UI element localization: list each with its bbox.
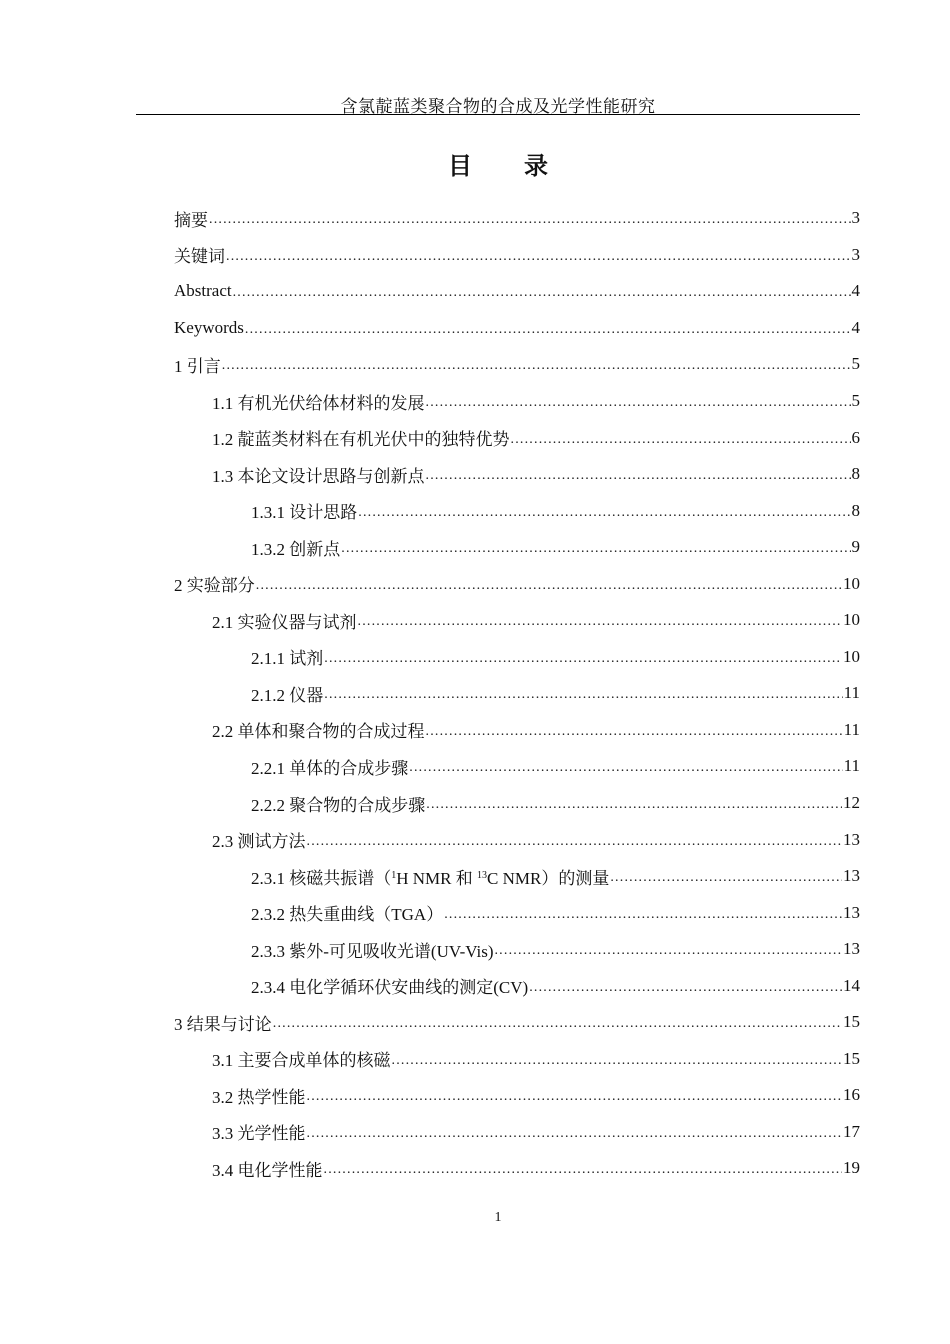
toc-leader — [273, 1013, 842, 1031]
title-char-1: 目 — [448, 152, 472, 180]
toc-entry-1-1[interactable] — [174, 383, 860, 420]
toc-entry-2-3-4[interactable] — [174, 967, 860, 1004]
toc-entry-3-3[interactable] — [174, 1114, 860, 1151]
toc-entry-abstract[interactable] — [174, 273, 860, 310]
table-of-contents — [174, 200, 860, 1187]
superscript: 13 — [477, 869, 488, 881]
toc-page: 15 — [843, 1012, 860, 1032]
toc-label: 2.1.2 仪器 — [251, 685, 324, 705]
toc-leader — [426, 392, 851, 410]
toc-leader — [341, 538, 850, 556]
toc-entry-2-2-1[interactable] — [174, 748, 860, 785]
toc-label: 2.1 实验仪器与试剂 — [212, 612, 357, 632]
toc-entry-1[interactable] — [174, 346, 860, 383]
toc-page: 11 — [843, 756, 860, 776]
toc-entry-2-1-2[interactable] — [174, 675, 860, 712]
toc-page: 13 — [843, 939, 860, 959]
toc-label: 2.3.4 电化学循环伏安曲线的测定(CV) — [251, 978, 529, 998]
toc-label: 关键词 — [174, 247, 225, 267]
toc-page: 10 — [843, 610, 860, 630]
toc-label: 1.3.2 创新点 — [251, 539, 341, 559]
toc-leader — [529, 977, 842, 995]
toc-entry-3-1[interactable] — [174, 1041, 860, 1078]
toc-label: 1.2 靛蓝类材料在有机光伏中的独特优势 — [212, 430, 510, 450]
toc-page: 5 — [851, 391, 860, 410]
toc-label: 2.3.3 紫外-可见吸收光谱(UV-Vis) — [251, 941, 494, 961]
toc-page: 5 — [851, 354, 860, 374]
toc-leader — [610, 867, 842, 885]
toc-page: 9 — [851, 537, 860, 557]
toc-page: 16 — [843, 1085, 860, 1105]
toc-entry-2-3-3[interactable] — [174, 931, 860, 968]
toc-entry-1-3[interactable] — [174, 456, 860, 493]
toc-label-part: 2.3.1 核磁共振谱（ — [251, 868, 392, 888]
toc-page: 10 — [843, 573, 860, 593]
toc-page: 19 — [843, 1158, 860, 1178]
toc-entry-2-2-2[interactable] — [174, 785, 860, 822]
toc-entry-2-1-1[interactable] — [174, 639, 860, 676]
page-title — [136, 146, 860, 181]
toc-label — [251, 864, 609, 889]
toc-leader — [226, 246, 851, 264]
toc-entry-2-1[interactable] — [174, 602, 860, 639]
running-header: 含氯靛蓝类聚合物的合成及光学性能研究 — [340, 97, 656, 116]
toc-leader — [256, 575, 842, 593]
toc-leader — [409, 757, 842, 775]
toc-label: 2.3.2 热失重曲线（TGA） — [251, 905, 444, 925]
toc-label: 2.2 单体和聚合物的合成过程 — [212, 722, 425, 742]
toc-page: 12 — [843, 793, 860, 813]
toc-entry-1-2[interactable] — [174, 419, 860, 456]
toc-page: 4 — [851, 281, 860, 301]
toc-label: 2.2.1 单体的合成步骤 — [251, 758, 409, 778]
toc-label: 3.3 光学性能 — [212, 1124, 306, 1144]
toc-label-part: C NMR）的测量 — [487, 868, 610, 888]
toc-leader — [511, 429, 851, 447]
toc-page: 13 — [843, 829, 860, 849]
toc-label: 3 结果与讨论 — [174, 1014, 272, 1034]
toc-leader — [426, 465, 851, 483]
toc-label: 2.3 测试方法 — [212, 832, 306, 852]
toc-page: 15 — [843, 1048, 860, 1068]
toc-page: 6 — [851, 427, 860, 447]
toc-leader — [426, 721, 843, 739]
toc-leader — [324, 1159, 843, 1177]
toc-page: 4 — [851, 317, 860, 337]
toc-leader — [426, 794, 842, 812]
toc-page: 17 — [843, 1121, 860, 1141]
toc-label: 3.1 主要合成单体的核磁 — [212, 1051, 391, 1071]
toc-leader — [209, 209, 851, 227]
toc-leader — [324, 684, 842, 702]
toc-label: 2.2.2 聚合物的合成步骤 — [251, 795, 426, 815]
toc-leader — [358, 502, 850, 520]
toc-entry-2-3-1[interactable] — [174, 858, 860, 895]
toc-entry-2-3[interactable] — [174, 821, 860, 858]
toc-page: 8 — [851, 464, 860, 484]
title-char-2: 录 — [524, 152, 548, 180]
toc-page: 8 — [851, 500, 860, 520]
toc-entry-1-3-2[interactable] — [174, 529, 860, 566]
toc-label: 3.4 电化学性能 — [212, 1160, 323, 1180]
toc-entry-keywords[interactable] — [174, 310, 860, 347]
toc-label: 1.3 本论文设计思路与创新点 — [212, 466, 425, 486]
toc-leader — [358, 611, 843, 629]
header-divider — [136, 114, 860, 115]
toc-leader — [245, 319, 851, 337]
toc-entry-1-3-1[interactable] — [174, 492, 860, 529]
page-number: 1 — [494, 1210, 502, 1225]
toc-leader — [392, 1050, 843, 1068]
toc-leader — [324, 648, 842, 666]
toc-leader — [494, 940, 842, 958]
toc-label-part: H NMR 和 — [396, 868, 478, 888]
toc-leader — [307, 831, 843, 849]
toc-entry-2-3-2[interactable] — [174, 894, 860, 931]
toc-label: 1.1 有机光伏给体材料的发展 — [212, 393, 425, 413]
toc-page: 13 — [843, 902, 860, 922]
toc-leader — [444, 904, 842, 922]
superscript: 1 — [391, 869, 397, 881]
toc-entry-keywords-cn[interactable] — [174, 237, 860, 274]
toc-page: 3 — [851, 244, 860, 264]
toc-label: 摘要 — [174, 210, 208, 230]
toc-entry-3[interactable] — [174, 1004, 860, 1041]
toc-label: Keywords — [174, 317, 244, 337]
toc-entry-abstract-cn[interactable] — [174, 200, 860, 237]
toc-page: 10 — [843, 646, 860, 666]
toc-page: 13 — [843, 866, 860, 886]
toc-entry-3-4[interactable] — [174, 1150, 860, 1187]
toc-entry-2-2[interactable] — [174, 712, 860, 749]
toc-label: 3.2 热学性能 — [212, 1087, 306, 1107]
toc-page: 11 — [843, 719, 860, 739]
toc-label: 1.3.1 设计思路 — [251, 503, 358, 523]
toc-leader — [307, 1086, 843, 1104]
toc-label: 2 实验部分 — [174, 576, 255, 596]
toc-entry-3-2[interactable] — [174, 1077, 860, 1114]
toc-label: 2.1.1 试剂 — [251, 649, 324, 669]
toc-page: 11 — [843, 683, 860, 703]
toc-label: Abstract — [174, 281, 232, 301]
toc-label: 1 引言 — [174, 356, 221, 376]
toc-leader — [233, 282, 851, 300]
toc-entry-2[interactable] — [174, 565, 860, 602]
toc-leader — [307, 1123, 843, 1141]
toc-leader — [222, 355, 851, 373]
toc-page: 3 — [851, 208, 860, 228]
toc-page: 14 — [843, 975, 860, 995]
